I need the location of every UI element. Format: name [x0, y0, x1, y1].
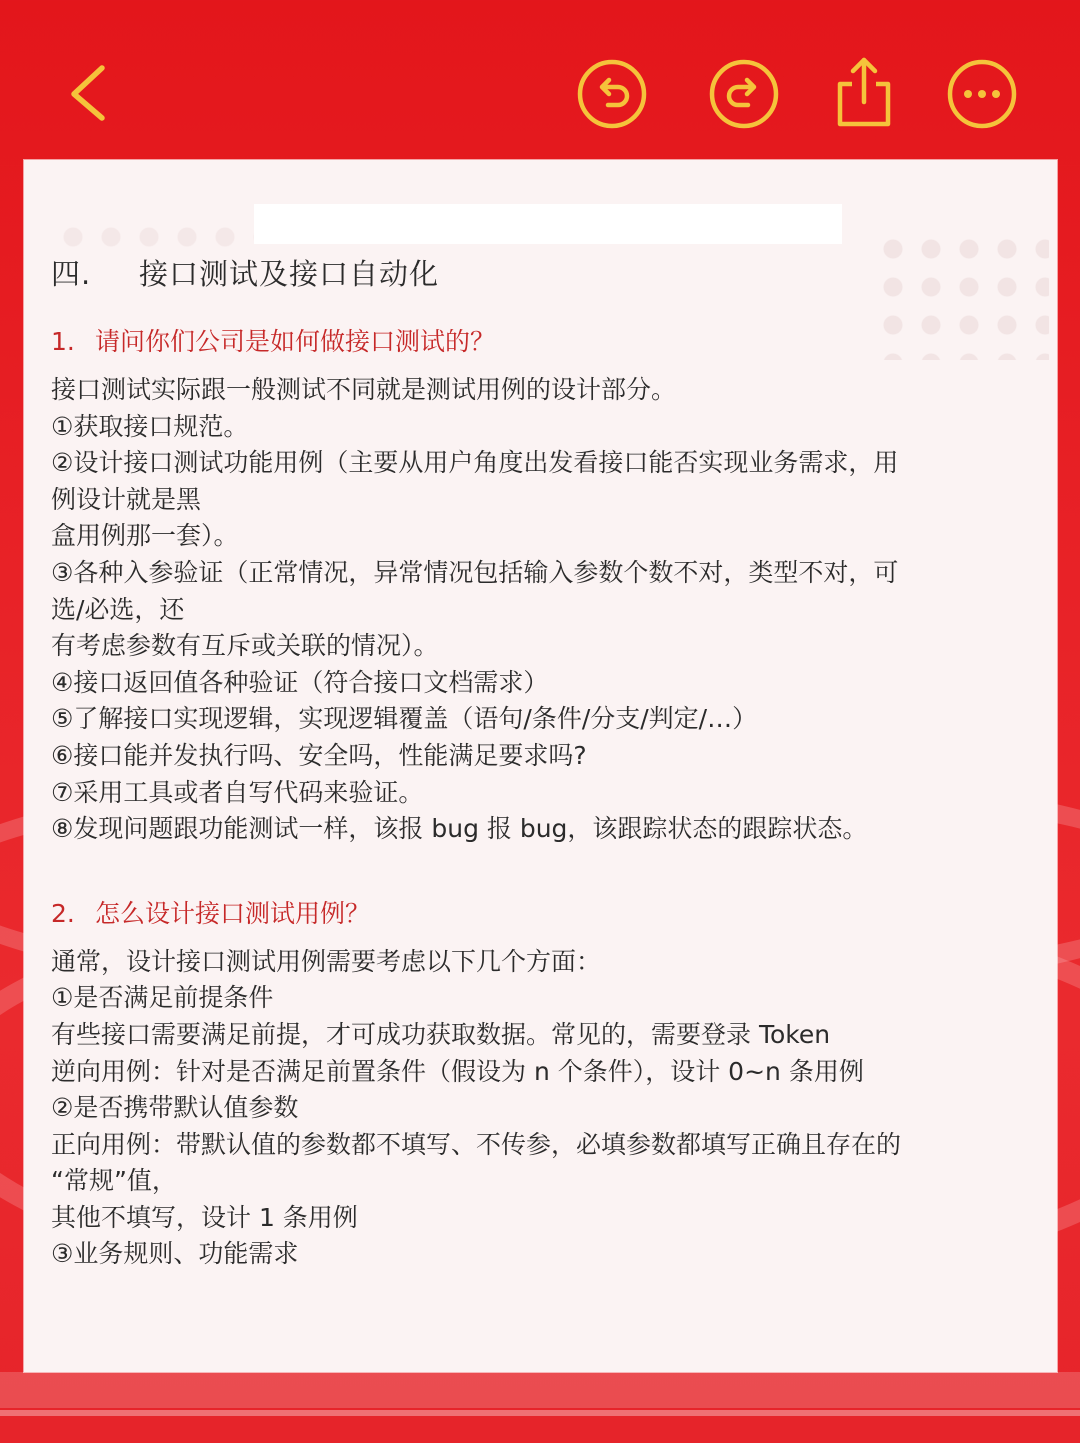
paragraph-line: ⑥接口能并发执行吗、安全吗，性能满足要求吗?: [51, 740, 587, 770]
paragraph-line: 有考虑参数有互斥或关联的情况）。: [51, 631, 439, 661]
more-icon: [946, 58, 1018, 130]
paragraph-line: ③业务规则、功能需求: [51, 1239, 299, 1269]
share-button[interactable]: [832, 54, 896, 130]
question-2-title: [51, 896, 1031, 932]
question-text: 怎么设计接口测试用例？: [95, 898, 371, 928]
paragraph-line: 盒用例那一套）。: [51, 521, 239, 551]
blank-strip: [254, 204, 842, 244]
question-1-title: [51, 324, 1031, 360]
paragraph-line: ①获取接口规范。: [51, 411, 249, 441]
paragraph-line: 其他不填写，设计 1 条用例: [51, 1202, 358, 1232]
paragraph-line: ②是否携带默认值参数: [51, 1093, 299, 1123]
paragraph-line: 正向用例：带默认值的参数都不填写、不传参，必填参数都填写正确且存在的: [51, 1129, 902, 1159]
document-card: [24, 160, 1057, 1372]
decorative-dots: [54, 218, 254, 248]
share-icon: [832, 54, 896, 130]
more-button[interactable]: [946, 58, 1018, 130]
decorative-band: [0, 1410, 1080, 1416]
paragraph-line: ⑤了解接口实现逻辑，实现逻辑覆盖（语句/条件/分支/判定/…）: [51, 704, 758, 734]
paragraph-line: 通常，设计接口测试用例需要考虑以下几个方面：: [51, 946, 602, 976]
paragraph-line: 选/必选，还: [51, 594, 185, 624]
paragraph-line: ①是否满足前提条件: [51, 983, 274, 1013]
paragraph-line: 逆向用例：针对是否满足前置条件（假设为 n 个条件），设计 0~n 条用例: [51, 1056, 864, 1086]
section-heading: [51, 252, 1031, 296]
paragraph-line: ③各种入参验证（正常情况，异常情况包括输入参数个数不对，类型不对，可: [51, 557, 899, 587]
question-number: 2.: [51, 898, 75, 928]
back-button[interactable]: [58, 60, 122, 124]
paragraph-line: 有些接口需要满足前提，才可成功获取数据。常见的，需要登录 Token: [51, 1019, 831, 1049]
paragraph-line: “常规”值，: [51, 1166, 177, 1196]
undo-button[interactable]: [576, 58, 648, 130]
question-text: 请问你们公司是如何做接口测试的？: [95, 327, 496, 356]
top-toolbar: [0, 0, 1080, 160]
paragraph-line: 接口测试实际跟一般测试不同就是测试用例的设计部分。: [51, 375, 677, 404]
paragraph-line: ⑦采用工具或者自写代码来验证。: [51, 777, 424, 807]
section-title: 接口测试及接口自动化: [139, 257, 440, 291]
paragraph-line: ④接口返回值各种验证（符合接口文档需求）: [51, 667, 549, 697]
chevron-left-icon: [58, 60, 122, 124]
paragraph-line: 例设计就是黑: [51, 484, 202, 514]
paragraph-line: ⑧发现问题跟功能测试一样，该报 bug 报 bug，该跟踪状态的跟踪状态。: [51, 814, 868, 844]
decorative-band: [0, 1372, 1080, 1408]
question-number: 1.: [51, 327, 75, 356]
paragraph-line: ②设计接口测试功能用例（主要从用户角度出发看接口能否实现业务需求，用: [51, 448, 899, 478]
undo-icon: [576, 58, 648, 130]
document-content: [51, 252, 1031, 1273]
section-number: 四.: [51, 257, 92, 291]
redo-button[interactable]: [708, 58, 780, 130]
redo-icon: [708, 58, 780, 130]
